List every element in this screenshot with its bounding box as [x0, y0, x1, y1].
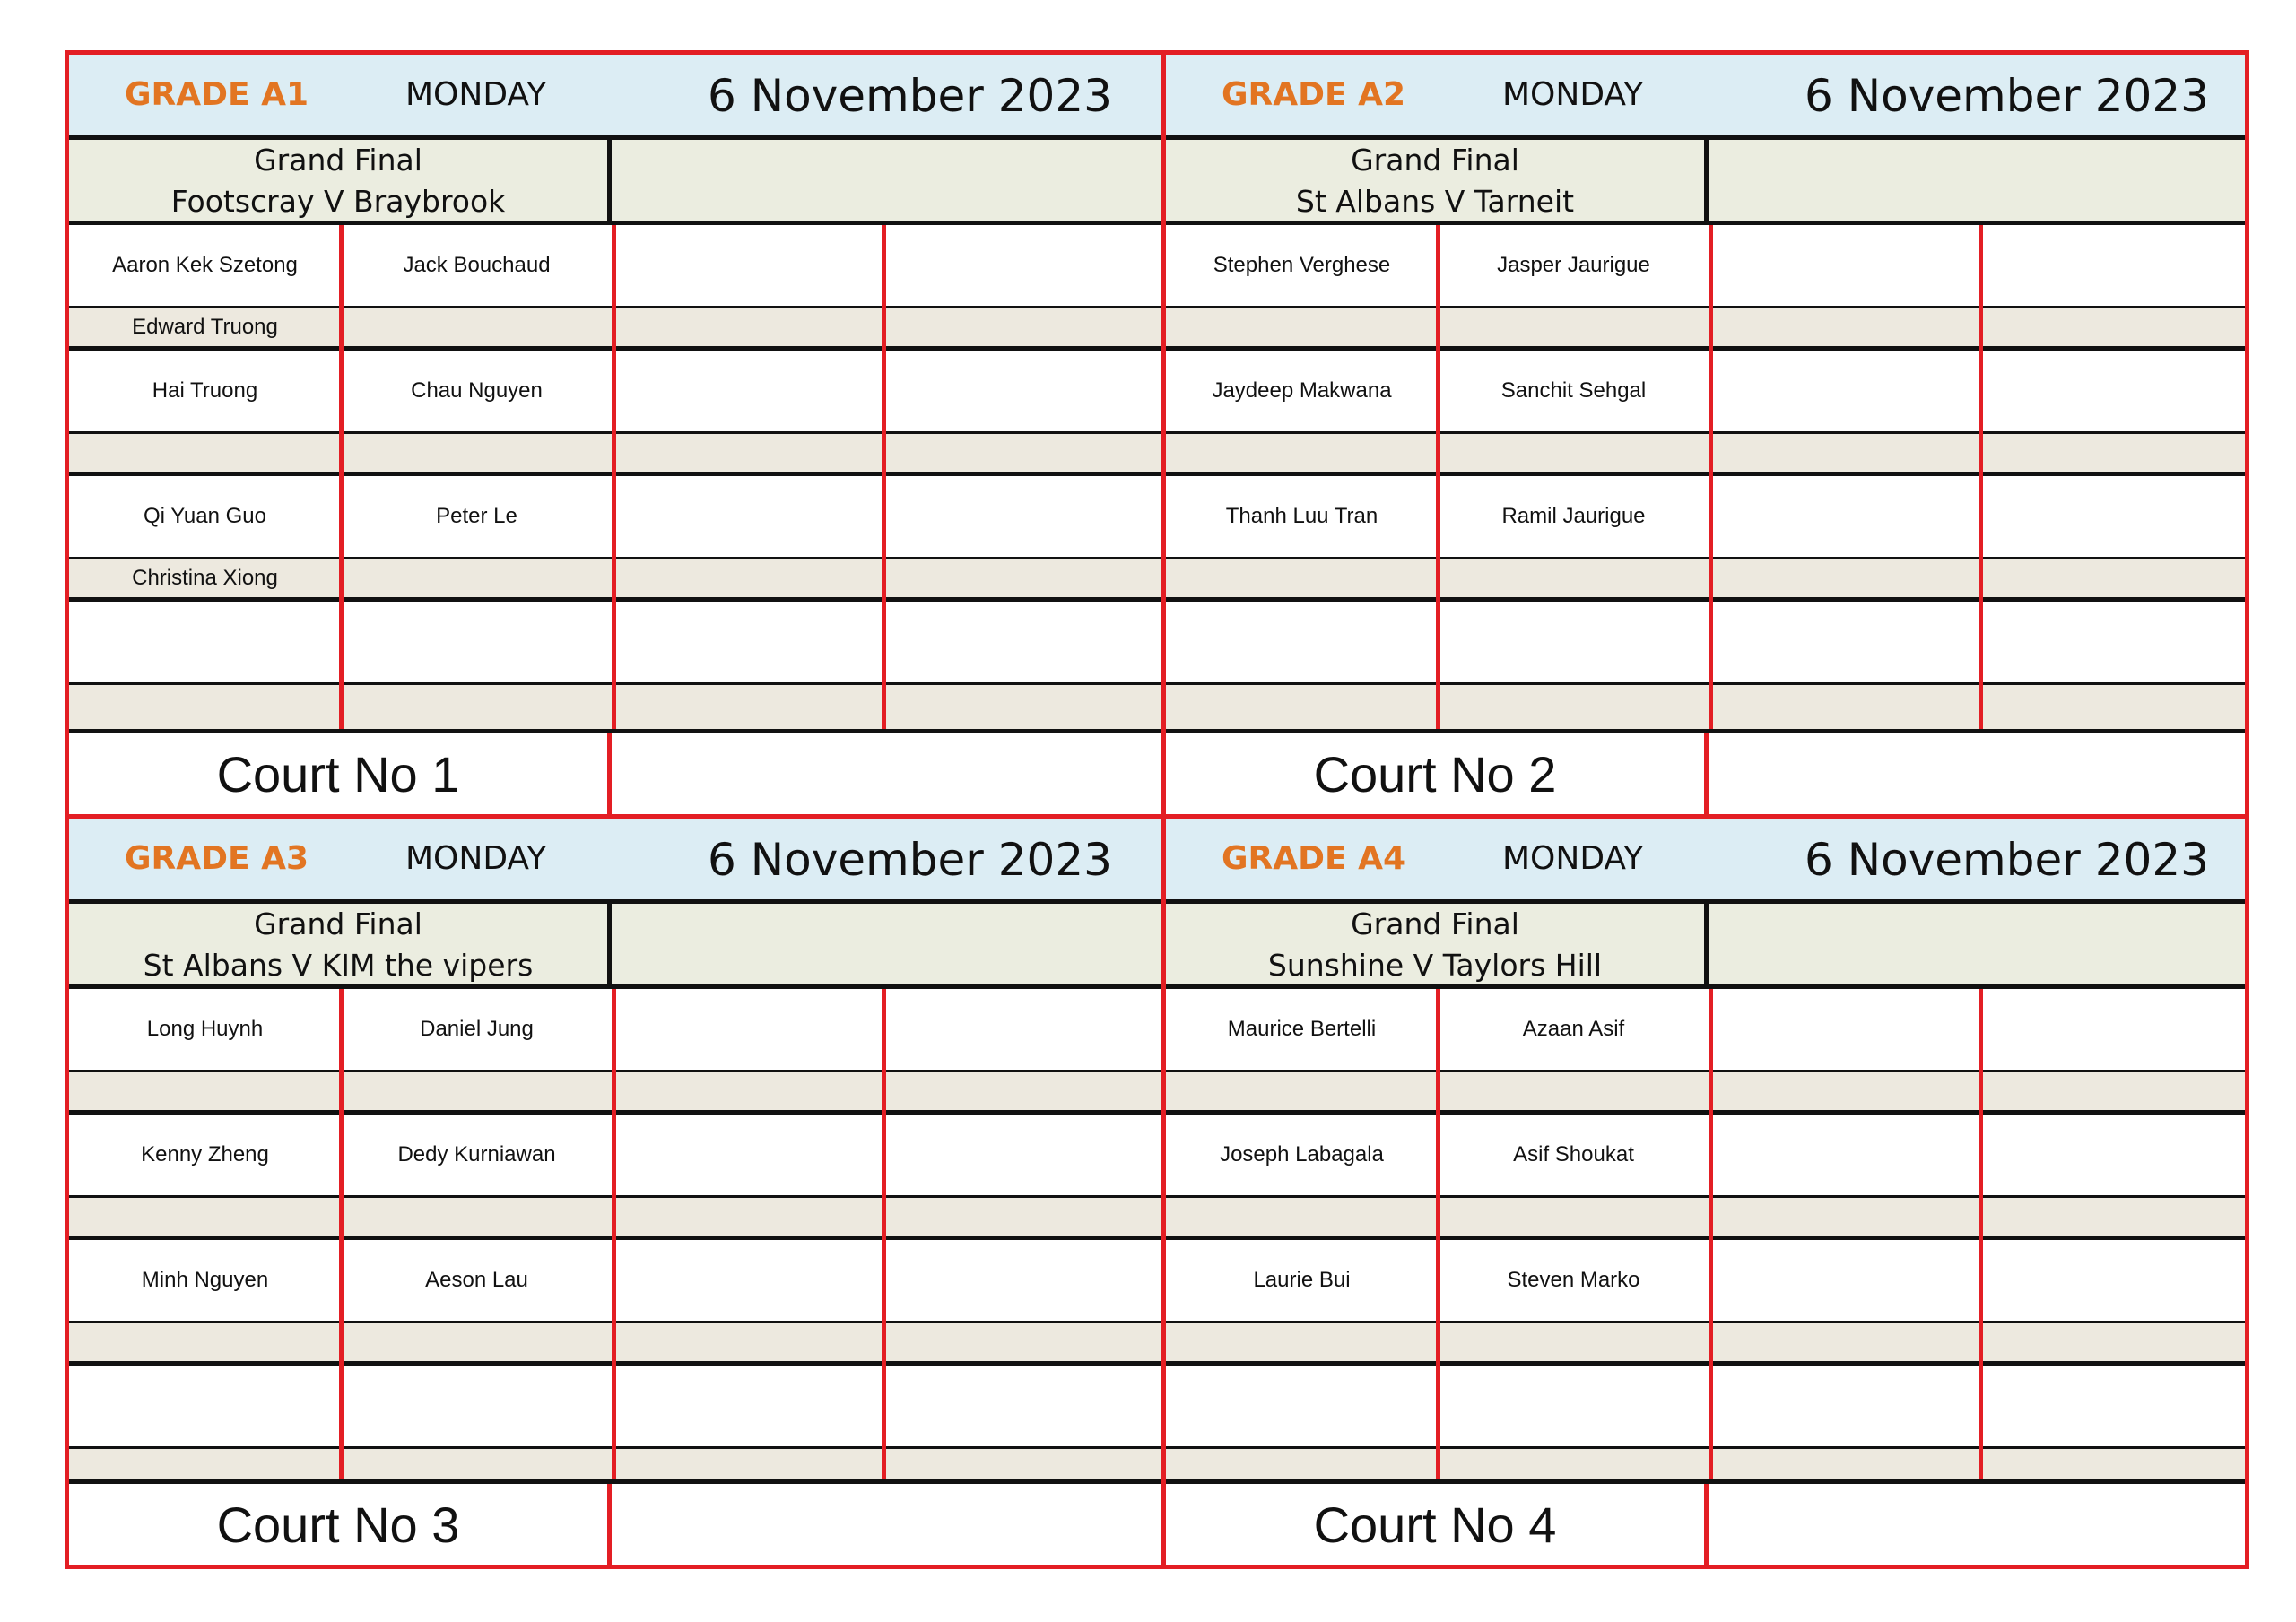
player-cell: Maurice Bertelli	[1227, 1017, 1377, 1041]
column-divider	[339, 989, 344, 1493]
player-row	[1166, 476, 2245, 602]
grade-label: GRADE A3	[125, 840, 309, 877]
day-label: MONDAY	[1502, 76, 1644, 113]
column-divider	[1436, 225, 1440, 729]
column-divider	[882, 989, 886, 1493]
player-cell: Sanchit Sehgal	[1500, 378, 1647, 403]
player-cell: Long Huynh	[146, 1017, 264, 1041]
player-cell: Stephen Verghese	[1213, 253, 1391, 277]
player-cell: Minh Nguyen	[141, 1268, 269, 1292]
court-row	[69, 1479, 1161, 1565]
grade-label: GRADE A4	[1222, 840, 1406, 877]
player-cell: Laurie Bui	[1253, 1268, 1351, 1292]
sub-player-cell	[1438, 1323, 1709, 1361]
sub-player-cell	[1166, 1198, 1438, 1236]
date-label: 6 November 2023	[1805, 70, 2209, 122]
player-cell: Dedy Kurniawan	[397, 1142, 556, 1167]
column-divider	[339, 225, 344, 729]
match-title: Grand Final	[1351, 143, 1519, 178]
sub-player-cell	[1166, 559, 1438, 597]
player-cell: Asif Shoukat	[1513, 1142, 1634, 1167]
sub-player-cell	[69, 434, 341, 472]
sub-player-cell	[1166, 1072, 1438, 1110]
panel-header	[1166, 55, 2245, 140]
court-label: Court No 4	[1166, 1484, 1709, 1565]
sub-player-cell	[1438, 685, 1709, 729]
column-divider	[612, 989, 616, 1493]
player-cell	[69, 1366, 341, 1446]
player-row	[1166, 602, 2245, 729]
sub-player-cell	[1166, 1323, 1438, 1361]
sub-player-cell	[69, 1198, 341, 1236]
match-teams: Sunshine V Taylors Hill	[1267, 948, 1603, 983]
court-label: Court No 1	[69, 733, 612, 814]
player-cell: Daniel Jung	[420, 1017, 534, 1041]
panel-grade-a1	[69, 55, 1161, 814]
date-label: 6 November 2023	[708, 70, 1112, 122]
column-divider	[1979, 225, 1983, 729]
court-label: Court No 3	[69, 1484, 612, 1565]
panel-header	[1166, 819, 2245, 904]
sub-player-cell	[1438, 559, 1709, 597]
player-cell: Peter Le	[436, 504, 517, 528]
player-row	[1166, 1115, 2245, 1240]
match-title-cell	[69, 904, 612, 984]
sub-player-cell: Christina Xiong	[132, 566, 278, 590]
match-row	[1166, 904, 2245, 989]
player-cell: Aaron Kek Szetong	[112, 253, 298, 277]
match-teams: St Albans V Tarneit	[1295, 184, 1575, 219]
player-row	[1166, 351, 2245, 476]
player-cell: Jack Bouchaud	[403, 253, 551, 277]
sub-player-cell	[69, 685, 341, 729]
court-row	[1166, 1479, 2245, 1565]
player-cell: Jaydeep Makwana	[1212, 378, 1392, 403]
player-cell	[1438, 602, 1709, 682]
sub-player-cell	[341, 1072, 613, 1110]
player-cell: Steven Marko	[1507, 1268, 1640, 1292]
sub-player-cell	[1438, 434, 1709, 472]
grade-label: GRADE A1	[125, 76, 309, 113]
player-cell: Kenny Zheng	[141, 1142, 269, 1167]
sub-player-cell	[341, 559, 613, 597]
sub-player-cell	[1166, 434, 1438, 472]
sub-player-cell	[1166, 308, 1438, 346]
sub-player-cell	[1438, 1072, 1709, 1110]
sub-player-cell	[69, 1323, 341, 1361]
player-cell	[1438, 1366, 1709, 1446]
player-cell	[69, 602, 341, 682]
date-label: 6 November 2023	[1805, 834, 2209, 886]
player-cell	[1166, 602, 1438, 682]
column-divider	[1979, 989, 1983, 1493]
player-grid	[1166, 225, 2245, 729]
match-title-cell	[1166, 140, 1709, 221]
player-cell: Ramil Jaurigue	[1501, 504, 1646, 528]
match-row	[69, 140, 1161, 225]
player-row	[1166, 1240, 2245, 1366]
player-cell: Aeson Lau	[425, 1268, 528, 1292]
player-grid	[1166, 989, 2245, 1493]
player-cell: Hai Truong	[152, 378, 258, 403]
player-cell	[341, 602, 613, 682]
player-row	[1166, 989, 2245, 1115]
panel-grade-a2	[1161, 55, 2245, 814]
panel-grade-a3	[69, 814, 1161, 1565]
match-title: Grand Final	[254, 143, 422, 178]
grade-label: GRADE A2	[1222, 76, 1406, 113]
match-title: Grand Final	[1351, 906, 1519, 941]
sub-player-cell	[341, 434, 613, 472]
player-cell: Qi Yuan Guo	[144, 504, 266, 528]
column-divider	[1436, 989, 1440, 1493]
player-cell: Jasper Jaurigue	[1497, 253, 1650, 277]
match-teams: St Albans V KIM the vipers	[143, 948, 534, 983]
player-cell: Thanh Luu Tran	[1225, 504, 1378, 528]
day-label: MONDAY	[405, 840, 547, 877]
player-cell: Chau Nguyen	[411, 378, 543, 403]
day-label: MONDAY	[1502, 840, 1644, 877]
player-row	[1166, 1366, 2245, 1493]
sub-player-cell	[341, 1323, 613, 1361]
panel-header	[69, 819, 1161, 904]
sub-player-cell	[1438, 1198, 1709, 1236]
sub-player-cell	[1438, 308, 1709, 346]
panel-grade-a4	[1161, 814, 2245, 1565]
match-title-cell	[1166, 904, 1709, 984]
column-divider	[882, 225, 886, 729]
match-teams: Footscray V Braybrook	[170, 184, 506, 219]
date-label: 6 November 2023	[708, 834, 1112, 886]
player-cell: Azaan Asif	[1522, 1017, 1625, 1041]
player-cell	[341, 1366, 613, 1446]
player-cell: Joseph Labagala	[1220, 1142, 1384, 1167]
scoresheet	[65, 50, 2249, 1569]
player-row	[1166, 225, 2245, 351]
day-label: MONDAY	[405, 76, 547, 113]
court-row	[69, 729, 1161, 814]
match-row	[69, 904, 1161, 989]
player-cell	[1166, 1366, 1438, 1446]
column-divider	[1709, 225, 1713, 729]
match-row	[1166, 140, 2245, 225]
sub-player-cell	[341, 308, 613, 346]
match-title-cell	[69, 140, 612, 221]
sub-player-cell	[69, 1072, 341, 1110]
column-divider	[1709, 989, 1713, 1493]
court-label: Court No 2	[1166, 733, 1709, 814]
sub-player-cell: Edward Truong	[132, 315, 278, 339]
panel-header	[69, 55, 1161, 140]
sub-player-cell	[1166, 685, 1438, 729]
match-title: Grand Final	[254, 906, 422, 941]
sub-player-cell	[341, 1198, 613, 1236]
court-row	[1166, 729, 2245, 814]
sub-player-cell	[341, 685, 613, 729]
column-divider	[612, 225, 616, 729]
